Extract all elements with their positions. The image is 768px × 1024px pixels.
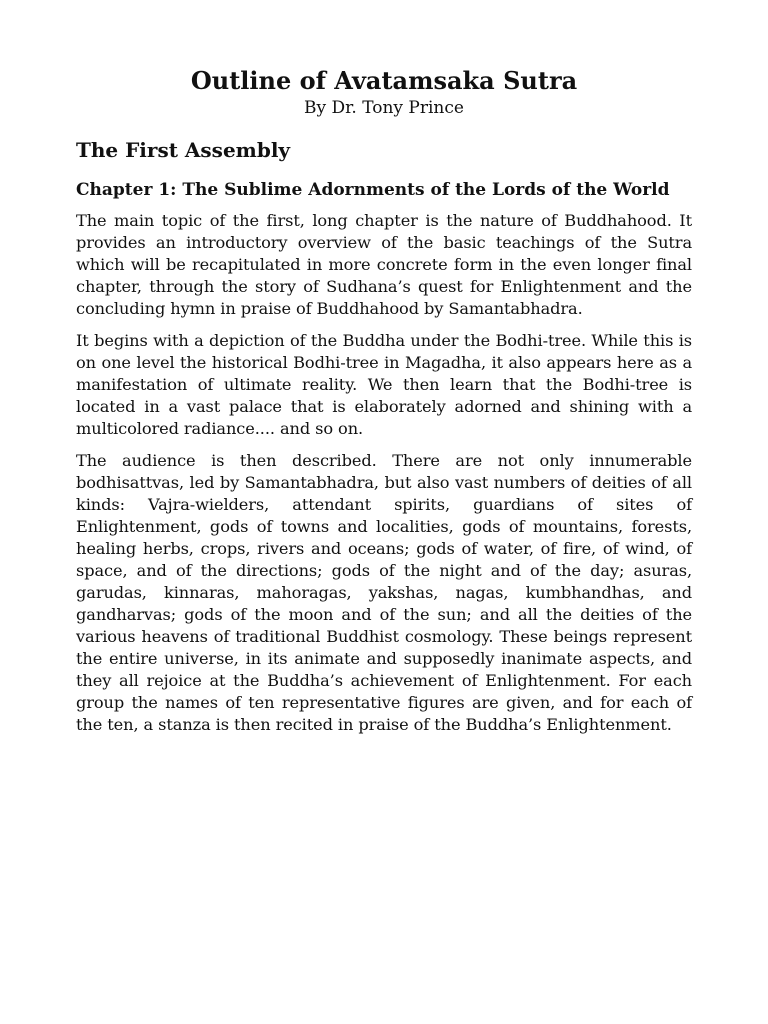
chapter-heading: Chapter 1: The Sublime Adornments of the Lords of the World (76, 180, 670, 200)
paragraph: The main topic of the first, long chapter is the nature of Buddhahood. It provides an introductory overview of the basic teachings of the Sutra which will be recapitulated in more concrete form in the even longer final chapter, through the story of Sudhana’s quest for Enlightenment and the concluding hymn in praise of Buddhahood by Samantabhadra. (76, 211, 692, 318)
document-page (76, 66, 692, 746)
document-author: By Dr. Tony Prince (304, 98, 464, 118)
paragraph: The audience is then described. There are not only innumerable bodhisattvas, led by Samantabhadra, but also vast numbers of deities of all kinds: Vajra-wielders, attendant spirits, guardians of sites of Enlightenment, gods of towns and localities, gods of mountains, forests, healing herbs, crops, rivers and oceans; gods of water, of fire, of wind, of space, and of the directions; gods of the night and of the day; asuras, garudas, kinnaras, mahoragas, yakshas, nagas, kumbhandhas, and gandharvas; gods of the moon and of the sun; and all the deities of the various heavens of traditional Buddhist cosmology. These beings represent the entire universe, in its animate and supposedly inanimate aspects, and they all rejoice at the Buddha’s achievement of Enlightenment. For each group the names of ten representative figures are given, and for each of the ten, a stanza is then recited in praise of the Buddha’s Enlightenment. (76, 451, 692, 734)
section-heading: The First Assembly (76, 138, 291, 162)
paragraph: It begins with a depiction of the Buddha under the Bodhi-tree. While this is on one level the historical Bodhi-tree in Magadha, it also appears here as a manifestation of ultimate reality. We then learn that the Bodhi-tree is located in a vast palace that is elaborately adorned and shining with a multicolored radiance.... and so on. (76, 331, 692, 438)
document-title: Outline of Avatamsaka Sutra (190, 66, 578, 95)
